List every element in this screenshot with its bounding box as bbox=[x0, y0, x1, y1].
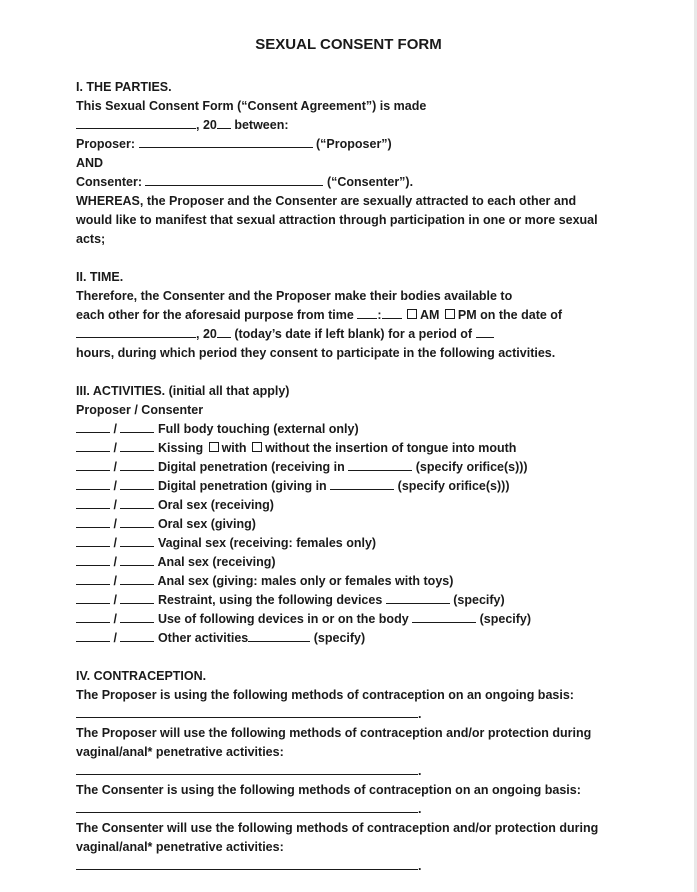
year-blank[interactable] bbox=[217, 116, 231, 129]
slash: / bbox=[113, 479, 117, 493]
consenter-suffix: (“Consenter”). bbox=[326, 175, 414, 189]
slash: / bbox=[113, 441, 117, 455]
slash: / bbox=[113, 631, 117, 645]
proposer-will-use-text2: vaginal/anal* penetrative activities: bbox=[76, 745, 284, 759]
activity-label: Kissing bbox=[157, 441, 204, 455]
am-checkbox[interactable] bbox=[407, 309, 417, 319]
activity-label: Use of following devices in or on the body bbox=[157, 612, 409, 626]
activity-label: Oral sex (giving) bbox=[157, 517, 256, 531]
specify-label: (specify) bbox=[479, 612, 532, 626]
proposer-will-use-field[interactable] bbox=[76, 762, 418, 775]
year-prefix: , 20 bbox=[196, 118, 217, 132]
period-blank[interactable] bbox=[476, 325, 494, 338]
activity-row bbox=[76, 629, 365, 648]
time-heading: II. TIME. bbox=[76, 270, 124, 284]
proposer-label: Proposer: bbox=[76, 137, 136, 151]
date-of-blank[interactable] bbox=[76, 325, 196, 338]
proposer-initial[interactable] bbox=[76, 458, 110, 471]
time-line1: Therefore, the Consenter and the Proposer make their bodies available to bbox=[76, 289, 513, 303]
consenter-ongoing-text: The Consenter is using the following methods of contraception on an ongoing basis: bbox=[76, 783, 581, 797]
parties-heading: I. THE PARTIES. bbox=[76, 80, 172, 94]
proposer-ongoing-field[interactable] bbox=[76, 705, 418, 718]
kiss-without-label: without the insertion of tongue into mouth bbox=[265, 441, 517, 455]
proposer-initial[interactable] bbox=[76, 572, 110, 585]
proposer-initial[interactable] bbox=[76, 439, 110, 452]
proposer-will-use-line bbox=[76, 762, 421, 781]
consenter-ongoing-line bbox=[76, 800, 421, 819]
minute-blank[interactable] bbox=[382, 306, 402, 319]
consenter-will-use-text2: vaginal/anal* penetrative activities: bbox=[76, 840, 284, 854]
date-blank[interactable] bbox=[76, 116, 196, 129]
proposer-initial[interactable] bbox=[76, 515, 110, 528]
slash: / bbox=[113, 460, 117, 474]
slash: / bbox=[113, 498, 117, 512]
activity-label: Full body touching (external only) bbox=[157, 422, 359, 436]
slash: / bbox=[113, 517, 117, 531]
period: . bbox=[418, 802, 422, 816]
consenter-initial[interactable] bbox=[120, 515, 154, 528]
activity-label: Digital penetration (receiving in bbox=[157, 460, 345, 474]
orifice-blank[interactable] bbox=[330, 477, 394, 490]
consenter-initial[interactable] bbox=[120, 420, 154, 433]
slash: / bbox=[113, 536, 117, 550]
proposer-will-use-text1: The Proposer will use the following methods of contraception and/or protection during bbox=[76, 726, 592, 740]
proposer-initial[interactable] bbox=[76, 477, 110, 490]
activity-row bbox=[76, 610, 531, 629]
activity-label: Anal sex (giving: males only or females with toys) bbox=[157, 574, 454, 588]
consenter-line bbox=[76, 173, 413, 192]
period: . bbox=[418, 707, 422, 721]
proposer-initial[interactable] bbox=[76, 591, 110, 604]
pm-checkbox[interactable] bbox=[445, 309, 455, 319]
whereas-line1: WHEREAS, the Proposer and the Consenter are sexually attracted to each other and bbox=[76, 194, 577, 208]
specify-label: (specify) bbox=[313, 631, 366, 645]
and-text: AND bbox=[76, 156, 104, 170]
activity-label: Oral sex (receiving) bbox=[157, 498, 274, 512]
activity-row bbox=[76, 534, 376, 553]
consenter-initial[interactable] bbox=[120, 534, 154, 547]
period: . bbox=[418, 764, 422, 778]
time-line3 bbox=[76, 325, 494, 344]
slash: / bbox=[113, 612, 117, 626]
consenter-will-use-text1: The Consenter will use the following methods of contraception and/or protection during bbox=[76, 821, 599, 835]
time-year-prefix: , 20 bbox=[196, 327, 217, 341]
specify-orifice: (specify orifice(s))) bbox=[415, 460, 528, 474]
period: . bbox=[418, 859, 422, 873]
pm-label: PM on the date of bbox=[457, 308, 563, 322]
activity-row bbox=[76, 439, 516, 458]
consenter-initial[interactable] bbox=[120, 477, 154, 490]
body-devices-blank[interactable] bbox=[412, 610, 476, 623]
proposer-initial[interactable] bbox=[76, 420, 110, 433]
slash: / bbox=[113, 422, 117, 436]
between-text: between: bbox=[230, 118, 289, 132]
proposer-initial[interactable] bbox=[76, 534, 110, 547]
consenter-will-use-line bbox=[76, 857, 421, 876]
time-line4: hours, during which period they consent to participate in the following activities. bbox=[76, 346, 556, 360]
consenter-will-use-field[interactable] bbox=[76, 857, 418, 870]
orifice-blank[interactable] bbox=[348, 458, 412, 471]
time-from-text: each other for the aforesaid purpose from time bbox=[76, 308, 354, 322]
consenter-initial[interactable] bbox=[120, 439, 154, 452]
proposer-initial[interactable] bbox=[76, 629, 110, 642]
activity-row bbox=[76, 420, 359, 439]
time-year-blank[interactable] bbox=[217, 325, 231, 338]
proposer-name-field[interactable] bbox=[139, 135, 313, 148]
whereas-line3: acts; bbox=[76, 232, 106, 246]
consenter-initial[interactable] bbox=[120, 591, 154, 604]
other-activities-blank[interactable] bbox=[248, 629, 310, 642]
proposer-line bbox=[76, 135, 392, 154]
activity-label: Anal sex (receiving) bbox=[157, 555, 276, 569]
am-label: AM bbox=[419, 308, 440, 322]
activity-row bbox=[76, 515, 256, 534]
time-line2 bbox=[76, 306, 562, 325]
parties-line1: This Sexual Consent Form (“Consent Agreement”) is made bbox=[76, 99, 427, 113]
activity-row bbox=[76, 458, 528, 477]
proposer-ongoing-text: The Proposer is using the following methods of contraception on an ongoing basis: bbox=[76, 688, 574, 702]
consenter-initial[interactable] bbox=[120, 610, 154, 623]
kiss-without-checkbox[interactable] bbox=[252, 442, 262, 452]
specify-label: (specify) bbox=[453, 593, 505, 607]
consenter-initial[interactable] bbox=[120, 496, 154, 509]
proposer-suffix: (“Proposer”) bbox=[316, 137, 392, 151]
consenter-initial[interactable] bbox=[120, 629, 154, 642]
proposer-initial[interactable] bbox=[76, 610, 110, 623]
activity-row bbox=[76, 553, 276, 572]
devices-blank[interactable] bbox=[386, 591, 450, 604]
activity-row bbox=[76, 496, 274, 515]
time-colon: : bbox=[377, 308, 382, 322]
activity-label: Other activities bbox=[157, 631, 249, 645]
activity-label: Restraint, using the following devices bbox=[157, 593, 383, 607]
proposer-initial[interactable] bbox=[76, 496, 110, 509]
hour-blank[interactable] bbox=[357, 306, 377, 319]
consenter-ongoing-field[interactable] bbox=[76, 800, 418, 813]
consenter-initial[interactable] bbox=[120, 458, 154, 471]
proposer-ongoing-line bbox=[76, 705, 421, 724]
slash: / bbox=[113, 555, 117, 569]
activity-row bbox=[76, 591, 505, 610]
activity-label: Digital penetration (giving in bbox=[157, 479, 327, 493]
form-title: SEXUAL CONSENT FORM bbox=[255, 36, 442, 53]
whereas-line2: would like to manifest that sexual attraction through participation in one or more sexual bbox=[76, 213, 598, 227]
consenter-label: Consenter: bbox=[76, 175, 142, 189]
activities-heading: III. ACTIVITIES. (initial all that apply) bbox=[76, 384, 290, 398]
consenter-initial[interactable] bbox=[120, 572, 154, 585]
parties-date-line bbox=[76, 116, 289, 135]
contraception-heading: IV. CONTRACEPTION. bbox=[76, 669, 207, 683]
consenter-initial[interactable] bbox=[120, 553, 154, 566]
proposer-initial[interactable] bbox=[76, 553, 110, 566]
consenter-name-field[interactable] bbox=[145, 173, 323, 186]
activity-label: Vaginal sex (receiving: females only) bbox=[157, 536, 377, 550]
kiss-with-label: with bbox=[221, 441, 247, 455]
kiss-with-checkbox[interactable] bbox=[209, 442, 219, 452]
slash: / bbox=[113, 574, 117, 588]
activity-row bbox=[76, 572, 453, 591]
activity-row bbox=[76, 477, 510, 496]
activities-subheading: Proposer / Consenter bbox=[76, 403, 204, 417]
today-note: (today’s date if left blank) for a period of bbox=[234, 327, 473, 341]
specify-orifice: (specify orifice(s))) bbox=[397, 479, 510, 493]
slash: / bbox=[113, 593, 117, 607]
